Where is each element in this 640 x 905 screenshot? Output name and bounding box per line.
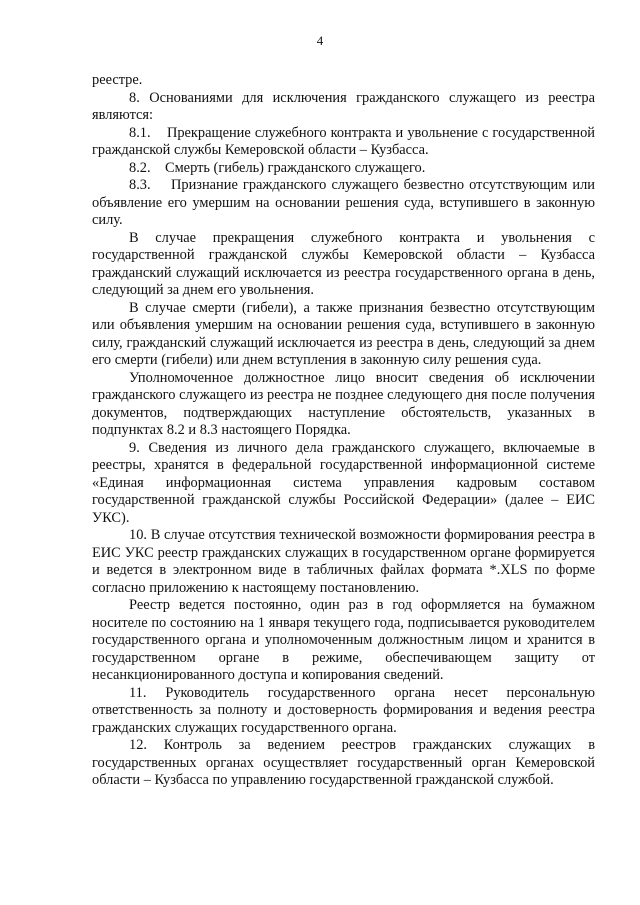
paragraph-authorized-official: Уполномоченное должностное лицо вносит сведения об исключении гражданского служащего из реестра не позднее следующего дня после получения документов, подтверждающих наступление обстоятельств, указанных в подпунктах 8.2 и 8.3 настоящего Порядка. [92,369,595,438]
paragraph-8-3: 8.3. Признание гражданского служащего безвестно отсутствующим или объявление его умершим на основании решения суда, вступившего в законную силу. [92,177,595,228]
paragraph-registry-maintenance: Реестр ведется постоянно, один раз в год оформляется на бумажном носителе по состоянию на 1 января текущего года, подписывается руководителем государственного органа и уполномоченным должностным лицом и хранится в государственном органе в режиме, обеспечивающем защиту от несанкционированного доступа и копирования сведений. [92,597,595,683]
paragraph-10: 10. В случае отсутствия технической возможности формирования реестра в ЕИС УКС реестр гражданских служащих в государственном органе формируется и ведется в электронном виде в табличных файлах формата *.XLS по форме согласно приложению к настоящему постановлению. [92,527,595,596]
paragraph-continuation: реестре. [92,72,143,88]
paragraph-dismissal: В случае прекращения служебного контракта и увольнения с государственной гражданской службы Кемеровской области – Кузбасса гражданский служащий исключается из реестра государственного органа в день, следующий за днем его увольнения. [92,229,595,298]
document-body [92,72,595,790]
paragraph-8-1: 8.1. Прекращение служебного контракта и увольнение с государственной гражданской службы Кемеровской области – Кузбасса. [92,124,595,158]
page-number: 4 [316,33,324,48]
paragraph-8: 8. Основаниями для исключения гражданского служащего из реестра являются: [92,89,595,123]
paragraph-8-2: 8.2. Смерть (гибель) гражданского служащего. [129,159,426,176]
paragraph-9: 9. Сведения из личного дела гражданского служащего, включаемые в реестры, хранятся в федеральной государственной информационной системе «Единая информационная система управления кадровым составом государственной гражданской службы Российской Федерации» (далее – ЕИС УКС). [92,439,595,526]
paragraph-11: 11. Руководитель государственного органа несет персональную ответственность за полноту и достоверность формирования и ведения реестра гражданских служащих государственного органа. [92,684,595,736]
paragraph-death: В случае смерти (гибели), а также признания безвестно отсутствующим или объявления умершим на основании решения суда, вступившего в законную силу, гражданский служащий исключается из реестра в день, следующий за днем его смерти (гибели) или днем вступления в законную силу решения суда. [92,299,595,368]
paragraph-12: 12. Контроль за ведением реестров гражданских служащих в государственных органах осуществляет государственный орган Кемеровской области – Кузбасса по управлению государственной гражданской службой. [92,737,595,788]
